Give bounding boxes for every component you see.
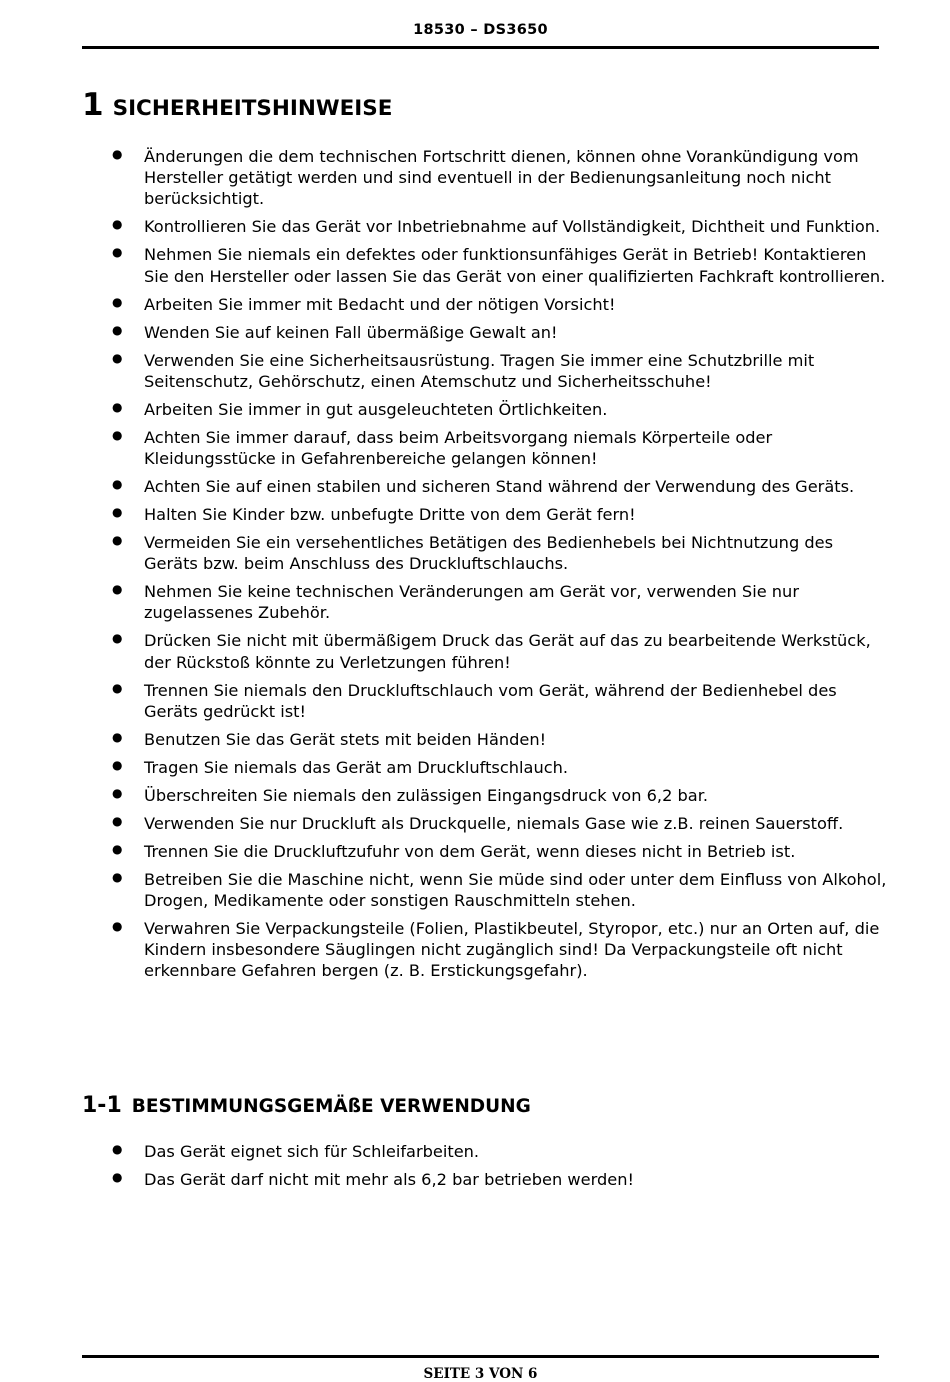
document-id-header: 18530 – DS3650 bbox=[413, 22, 548, 38]
bullet-item: ● Trennen Sie die Druckluftzufuhr von dem Gerät, wenn dieses nicht in Betrieb ist. bbox=[0, 841, 950, 862]
safety-instructions-list bbox=[0, 146, 950, 988]
bullet-item: ● Verwenden Sie eine Sicherheitsausrüstung. Tragen Sie immer eine Schutzbrille mit Seitenschutz, Gehörschutz, einen Atemschutz und Sicherheitsschuhe! bbox=[0, 350, 950, 392]
bullet-item: ● Arbeiten Sie immer mit Bedacht und der nötigen Vorsicht! bbox=[0, 294, 950, 315]
section-1-1-title: BESTIMMUNGSGEMÄßE VERWENDUNG bbox=[131, 1096, 531, 1117]
bullet-item: ● Das Gerät darf nicht mit mehr als 6,2 bar betrieben werden! bbox=[0, 1169, 950, 1190]
bullet-item: ● Betreiben Sie die Maschine nicht, wenn Sie müde sind oder unter dem Einfluss von Alkohol, Drogen, Medikamente oder sonstigen Rauschmitteln stehen. bbox=[0, 869, 950, 911]
section-1-number: 1 bbox=[82, 87, 104, 123]
bullet-item: ● Tragen Sie niemals das Gerät am Druckluftschlauch. bbox=[0, 757, 950, 778]
section-1-heading bbox=[82, 85, 392, 123]
bullet-item: ● Überschreiten Sie niemals den zulässigen Eingangsdruck von 6,2 bar. bbox=[0, 785, 950, 806]
bullet-item: ● Verwahren Sie Verpackungsteile (Folien, Plastikbeutel, Styropor, etc.) nur an Orten auf, die Kindern insbesondere Säuglingen nicht zugänglich sind! Da Verpackungsteile oft nicht erkennbare Gefahren bergen (z. B. Erstickungsgefahr). bbox=[0, 918, 950, 982]
bullet-item: ● Trennen Sie niemals den Druckluftschlauch vom Gerät, während der Bedienhebel des Geräts gedrückt ist! bbox=[0, 680, 950, 722]
section-1-title: SICHERHEITSHINWEISE bbox=[112, 96, 393, 121]
bullet-item: ● Halten Sie Kinder bzw. unbefugte Dritte von dem Gerät fern! bbox=[0, 504, 950, 525]
bullet-item: ● Das Gerät eignet sich für Schleifarbeiten. bbox=[0, 1141, 950, 1162]
bullet-item: ● Nehmen Sie niemals ein defektes oder funktionsunfähiges Gerät in Betrieb! Kontaktieren Sie den Hersteller oder lassen Sie das Gerät von einer qualifizierten Fachkraft kontrollieren. bbox=[0, 244, 950, 286]
bullet-item: ● Wenden Sie auf keinen Fall übermäßige Gewalt an! bbox=[0, 322, 950, 343]
intended-use-list bbox=[0, 1141, 950, 1197]
bullet-item: ● Kontrollieren Sie das Gerät vor Inbetriebnahme auf Vollständigkeit, Dichtheit und Funktion. bbox=[0, 216, 950, 237]
page-number-footer: SEITE 3 VON 6 bbox=[423, 1366, 538, 1382]
bullet-item: ● Verwenden Sie nur Druckluft als Druckquelle, niemals Gase wie z.B. reinen Sauerstoff. bbox=[0, 813, 950, 834]
bullet-item: ● Nehmen Sie keine technischen Veränderungen am Gerät vor, verwenden Sie nur zugelassenes Zubehör. bbox=[0, 581, 950, 623]
bullet-item: ● Änderungen die dem technischen Fortschritt dienen, können ohne Vorankündigung vom Hersteller getätigt werden und sind eventuell in der Bedienungsanleitung noch nicht berücksichtigt. bbox=[0, 146, 950, 210]
section-1-1-heading bbox=[82, 1090, 531, 1118]
header-divider bbox=[82, 46, 879, 49]
bullet-item: ● Drücken Sie nicht mit übermäßigem Druck das Gerät auf das zu bearbeitende Werkstück, der Rückstoß könnte zu Verletzungen führen! bbox=[0, 630, 950, 672]
bullet-item: ● Achten Sie immer darauf, dass beim Arbeitsvorgang niemals Körperteile oder Kleidungsstücke in Gefahrenbereiche gelangen können! bbox=[0, 427, 950, 469]
bullet-item: ● Vermeiden Sie ein versehentliches Betätigen des Bedienhebels bei Nichtnutzung des Geräts bzw. beim Anschluss des Druckluftschlauchs. bbox=[0, 532, 950, 574]
bullet-item: ● Achten Sie auf einen stabilen und sicheren Stand während der Verwendung des Geräts. bbox=[0, 476, 950, 497]
bullet-item: ● Arbeiten Sie immer in gut ausgeleuchteten Örtlichkeiten. bbox=[0, 399, 950, 420]
footer-divider bbox=[82, 1355, 879, 1358]
bullet-item: ● Benutzen Sie das Gerät stets mit beiden Händen! bbox=[0, 729, 950, 750]
section-1-1-number: 1-1 bbox=[82, 1093, 122, 1118]
